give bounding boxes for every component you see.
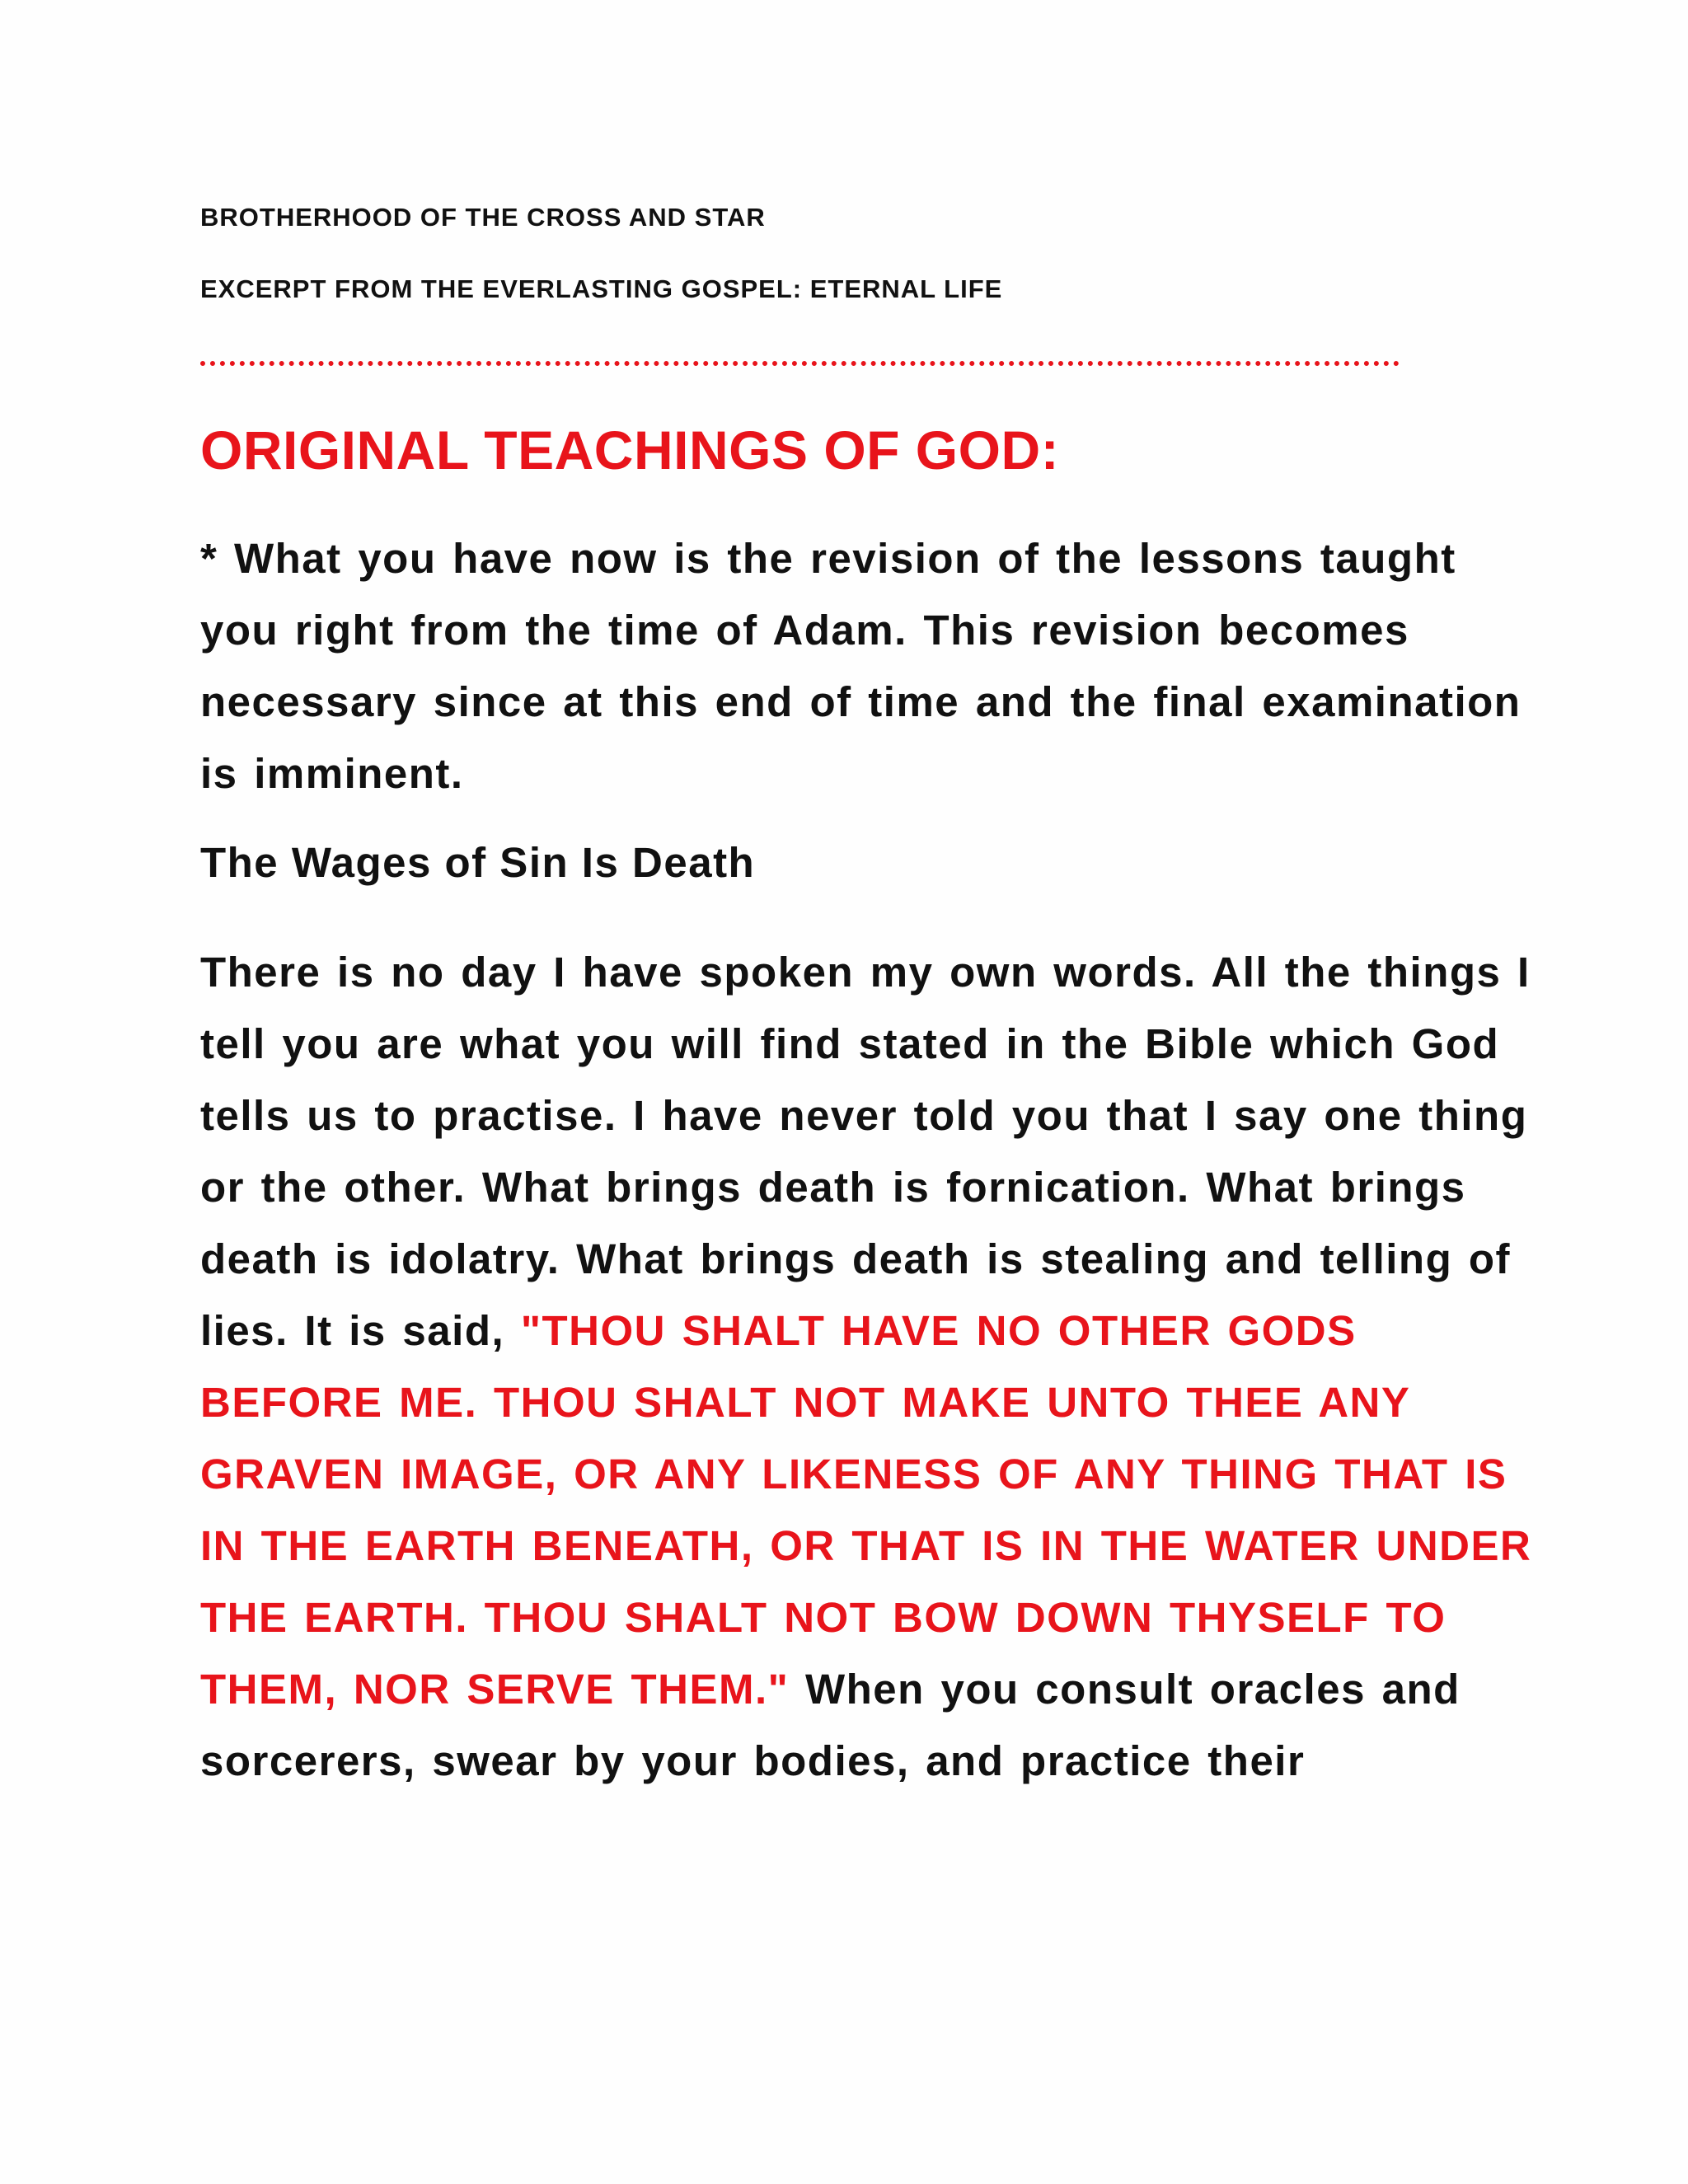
section-heading: The Wages of Sin Is Death — [200, 839, 756, 886]
dotted-divider — [200, 361, 1400, 366]
excerpt-header: EXCERPT FROM THE EVERLASTING GOSPEL: ETERNAL LIFE — [200, 274, 1003, 303]
organization-header: BROTHERHOOD OF THE CROSS AND STAR — [200, 203, 766, 232]
body-text-part1: There is no day I have spoken my own words. All the things I tell you are what you will find stated in the Bible which God tells us to practise. I have never told you that I say one thing or the other. What brings death is fornication. What brings death is idolatry. What brings death is stealing and telling of lies. It is said, — [200, 949, 1531, 1354]
body-paragraph — [200, 936, 1536, 1797]
intro-paragraph: * What you have now is the revision of the lessons taught you right from the time of Adam. This revision becomes necessary since at this end of time and the final examination is imminent. — [200, 535, 1522, 797]
page-title: ORIGINAL TEACHINGS OF GOD: — [200, 419, 1060, 480]
scripture-quote: "THOU SHALT HAVE NO OTHER GODS BEFORE ME. THOU SHALT NOT MAKE UNTO THEE ANY GRAVEN IMAGE, OR ANY LIKENESS OF ANY THING THAT IS IN THE EARTH BENEATH, OR THAT IS IN THE WATER UNDER THE EARTH. THOU SHALT NOT BOW DOWN THYSELF TO THEM, NOR SERVE THEM." — [200, 1307, 1532, 1713]
body-text-part2: When you consult oracles and sorcerers, swear by your bodies, and practice their — [200, 1666, 1461, 1784]
